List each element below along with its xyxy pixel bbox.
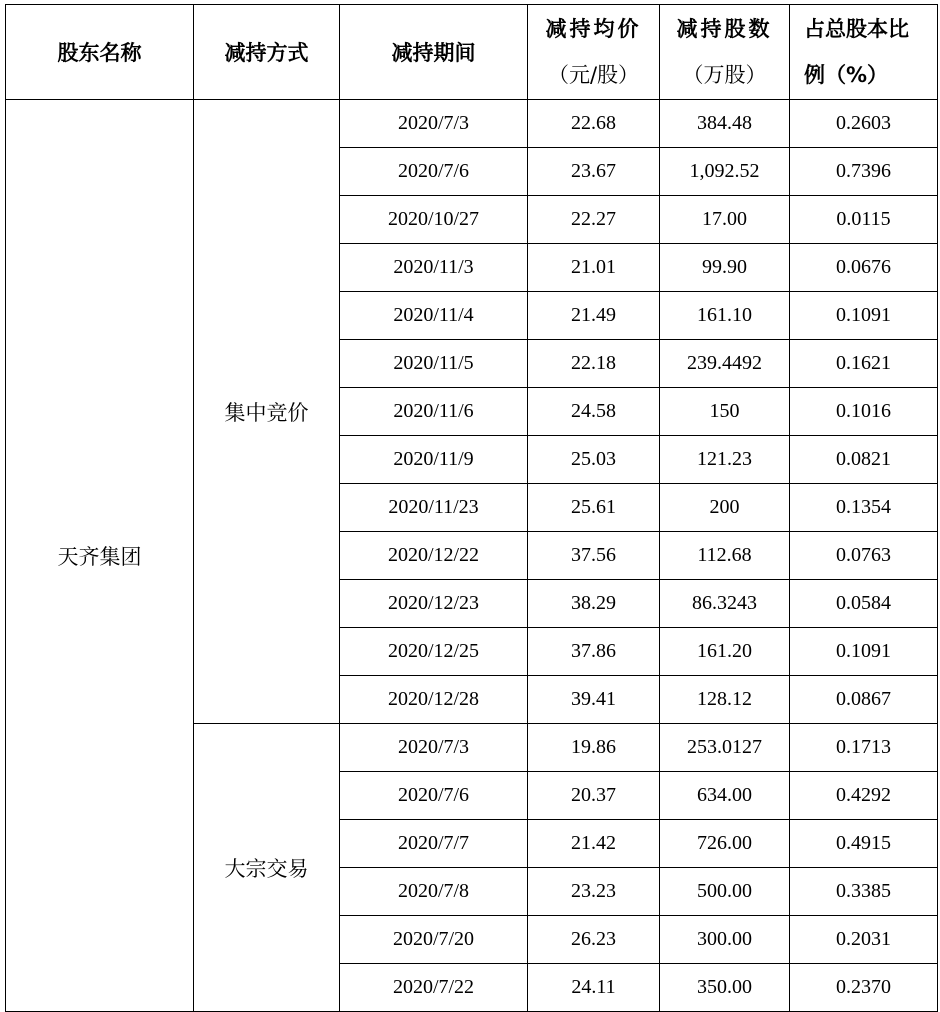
shares-cell: 161.10 (660, 292, 790, 340)
price-cell: 21.42 (528, 820, 660, 868)
header-shares (660, 5, 790, 100)
date-cell: 2020/12/23 (340, 580, 528, 628)
price-cell: 23.67 (528, 148, 660, 196)
shares-cell: 726.00 (660, 820, 790, 868)
shares-cell: 112.68 (660, 532, 790, 580)
price-cell: 22.27 (528, 196, 660, 244)
shares-cell: 150 (660, 388, 790, 436)
ratio-cell: 0.0676 (790, 244, 938, 292)
date-cell: 2020/11/6 (340, 388, 528, 436)
shares-cell: 500.00 (660, 868, 790, 916)
price-cell: 26.23 (528, 916, 660, 964)
header-avg-price (528, 5, 660, 100)
date-cell: 2020/11/9 (340, 436, 528, 484)
ratio-cell: 0.1016 (790, 388, 938, 436)
ratio-cell: 0.0821 (790, 436, 938, 484)
date-cell: 2020/11/23 (340, 484, 528, 532)
table-row (6, 100, 938, 148)
shares-cell: 121.23 (660, 436, 790, 484)
price-cell: 39.41 (528, 676, 660, 724)
ratio-cell: 0.1621 (790, 340, 938, 388)
price-cell: 25.61 (528, 484, 660, 532)
ratio-cell: 0.2603 (790, 100, 938, 148)
price-cell: 19.86 (528, 724, 660, 772)
date-cell: 2020/7/7 (340, 820, 528, 868)
date-cell: 2020/11/4 (340, 292, 528, 340)
header-ratio-line2: 例（%） (804, 63, 889, 87)
method-cell: 大宗交易 (194, 724, 340, 1012)
price-cell: 21.01 (528, 244, 660, 292)
shares-cell: 350.00 (660, 964, 790, 1012)
shares-cell: 253.0127 (660, 724, 790, 772)
price-cell: 24.58 (528, 388, 660, 436)
price-cell: 21.49 (528, 292, 660, 340)
header-shares-line2: （万股） (682, 63, 767, 87)
date-cell: 2020/7/3 (340, 724, 528, 772)
shares-cell: 86.3243 (660, 580, 790, 628)
ratio-cell: 0.3385 (790, 868, 938, 916)
price-cell: 37.86 (528, 628, 660, 676)
price-cell: 22.68 (528, 100, 660, 148)
ratio-cell: 0.1713 (790, 724, 938, 772)
date-cell: 2020/11/3 (340, 244, 528, 292)
date-cell: 2020/7/20 (340, 916, 528, 964)
date-cell: 2020/10/27 (340, 196, 528, 244)
shares-cell: 200 (660, 484, 790, 532)
ratio-cell: 0.0867 (790, 676, 938, 724)
date-cell: 2020/7/8 (340, 868, 528, 916)
price-cell: 37.56 (528, 532, 660, 580)
shares-cell: 384.48 (660, 100, 790, 148)
shares-cell: 17.00 (660, 196, 790, 244)
shares-cell: 99.90 (660, 244, 790, 292)
ratio-cell: 0.0584 (790, 580, 938, 628)
header-method: 减持方式 (194, 5, 340, 100)
ratio-cell: 0.2370 (790, 964, 938, 1012)
date-cell: 2020/11/5 (340, 340, 528, 388)
method-cell: 集中竞价 (194, 100, 340, 724)
price-cell: 24.11 (528, 964, 660, 1012)
shares-cell: 300.00 (660, 916, 790, 964)
share-reduction-table (5, 4, 938, 1012)
shares-cell: 634.00 (660, 772, 790, 820)
ratio-cell: 0.0763 (790, 532, 938, 580)
date-cell: 2020/7/6 (340, 148, 528, 196)
ratio-cell: 0.1354 (790, 484, 938, 532)
ratio-cell: 0.0115 (790, 196, 938, 244)
table-body (6, 100, 938, 1012)
ratio-cell: 0.1091 (790, 292, 938, 340)
price-cell: 23.23 (528, 868, 660, 916)
header-shareholder: 股东名称 (6, 5, 194, 100)
shares-cell: 1,092.52 (660, 148, 790, 196)
header-ratio (790, 5, 938, 100)
header-row (6, 5, 938, 100)
header-shares-line1: 减持股数 (676, 17, 773, 41)
date-cell: 2020/12/22 (340, 532, 528, 580)
price-cell: 22.18 (528, 340, 660, 388)
header-avg-price-line1: 减持均价 (545, 17, 642, 41)
header-ratio-line1: 占总股本比 (804, 17, 909, 41)
date-cell: 2020/7/3 (340, 100, 528, 148)
ratio-cell: 0.1091 (790, 628, 938, 676)
shares-cell: 161.20 (660, 628, 790, 676)
header-period: 减持期间 (340, 5, 528, 100)
date-cell: 2020/7/22 (340, 964, 528, 1012)
shares-cell: 239.4492 (660, 340, 790, 388)
price-cell: 38.29 (528, 580, 660, 628)
shareholder-cell: 天齐集团 (6, 100, 194, 1012)
date-cell: 2020/7/6 (340, 772, 528, 820)
shares-cell: 128.12 (660, 676, 790, 724)
price-cell: 20.37 (528, 772, 660, 820)
ratio-cell: 0.4292 (790, 772, 938, 820)
ratio-cell: 0.4915 (790, 820, 938, 868)
price-cell: 25.03 (528, 436, 660, 484)
ratio-cell: 0.7396 (790, 148, 938, 196)
date-cell: 2020/12/28 (340, 676, 528, 724)
date-cell: 2020/12/25 (340, 628, 528, 676)
ratio-cell: 0.2031 (790, 916, 938, 964)
header-avg-price-line2: （元/股） (547, 63, 640, 87)
